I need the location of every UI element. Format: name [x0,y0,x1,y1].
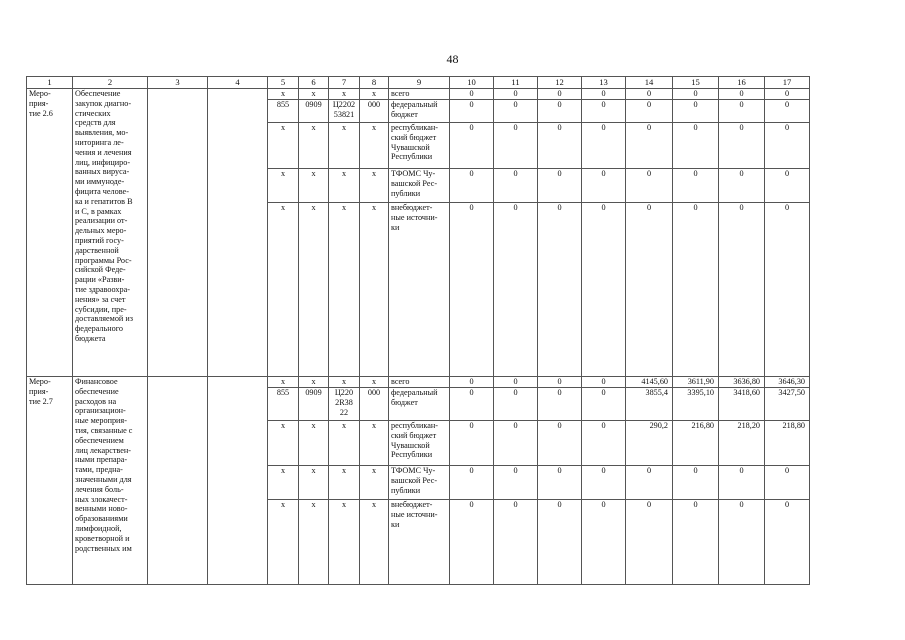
value-cell-11: 0 [494,421,538,466]
value-cell-17: 0 [765,100,810,123]
code-expense-cell: x [360,203,389,377]
value-cell-14: 0 [626,500,673,585]
value-cell-10: 0 [450,169,494,203]
value-cell-11: 0 [494,89,538,100]
header-cell-5: 5 [268,77,299,89]
value-cell-16: 0 [719,100,765,123]
value-cell-16: 3636,80 [719,377,765,388]
code-section-cell: x [299,500,329,585]
value-cell-10: 0 [450,377,494,388]
header-cell-8: 8 [360,77,389,89]
value-cell-17: 3427,50 [765,388,810,421]
value-cell-12: 0 [538,89,582,100]
measure-label: Меро- прия- тие 2.7 [27,377,73,585]
value-cell-16: 0 [719,500,765,585]
code-expense-cell: x [360,123,389,169]
value-cell-13: 0 [582,377,626,388]
value-cell-14: 0 [626,466,673,500]
code-section-cell: x [299,89,329,100]
value-cell-11: 0 [494,500,538,585]
value-cell-13: 0 [582,100,626,123]
header-row [27,77,810,89]
value-cell-14: 0 [626,89,673,100]
value-cell-14: 0 [626,203,673,377]
measure-label: Меро- прия- тие 2.6 [27,89,73,377]
code-section-cell: x [299,466,329,500]
header-cell-9: 9 [389,77,450,89]
value-cell-15: 0 [673,89,719,100]
code-target-cell: x [329,123,360,169]
funding-source-cell: республикан- ский бюджет Чувашской Республики [389,421,450,466]
value-cell-17: 0 [765,169,810,203]
value-cell-13: 0 [582,169,626,203]
funding-source-cell: республикан- ский бюджет Чувашской Республики [389,123,450,169]
value-cell-17: 3646,30 [765,377,810,388]
column-3-cell [148,377,208,585]
code-section-cell: x [299,377,329,388]
measure-description: Финансовое обеспечение расходов на организацион- ные мероприя- тия, связанные с обеспечением лиц лекарствен- ными препара- тами, предна- значенными для лечения боль- ных злокачест- венными ново- образованиями лимфоидной, кроветворной и родственных им [73,377,148,585]
code-section-cell: x [299,169,329,203]
value-cell-12: 0 [538,466,582,500]
value-cell-17: 218,80 [765,421,810,466]
value-cell-11: 0 [494,203,538,377]
value-cell-11: 0 [494,466,538,500]
header-cell-7: 7 [329,77,360,89]
header-cell-2: 2 [73,77,148,89]
funding-source-cell: федеральный бюджет [389,388,450,421]
header-cell-12: 12 [538,77,582,89]
value-cell-14: 0 [626,100,673,123]
value-cell-15: 0 [673,123,719,169]
value-cell-17: 0 [765,123,810,169]
value-cell-10: 0 [450,123,494,169]
value-cell-12: 0 [538,500,582,585]
value-cell-13: 0 [582,388,626,421]
funding-source-cell: внебюджет- ные источни- ки [389,203,450,377]
value-cell-16: 0 [719,89,765,100]
value-cell-17: 0 [765,203,810,377]
header-cell-17: 17 [765,77,810,89]
value-cell-10: 0 [450,203,494,377]
value-cell-16: 0 [719,203,765,377]
column-4-cell [208,89,268,377]
value-cell-14: 0 [626,169,673,203]
value-cell-10: 0 [450,421,494,466]
value-cell-12: 0 [538,169,582,203]
funding-source-cell: всего [389,377,450,388]
code-chapter-cell: 855 [268,100,299,123]
code-target-cell: x [329,169,360,203]
value-cell-11: 0 [494,100,538,123]
code-target-cell: Ц2202 53821 [329,100,360,123]
value-cell-13: 0 [582,500,626,585]
value-cell-16: 3418,60 [719,388,765,421]
value-cell-13: 0 [582,123,626,169]
code-expense-cell: x [360,421,389,466]
funding-source-cell: ТФОМС Чу- вашской Рес- публики [389,466,450,500]
code-target-cell: x [329,377,360,388]
code-section-cell: x [299,123,329,169]
code-chapter-cell: x [268,169,299,203]
value-cell-10: 0 [450,89,494,100]
code-target-cell: x [329,500,360,585]
value-cell-13: 0 [582,421,626,466]
code-chapter-cell: x [268,89,299,100]
value-cell-16: 0 [719,169,765,203]
header-cell-10: 10 [450,77,494,89]
value-cell-11: 0 [494,377,538,388]
code-chapter-cell: x [268,203,299,377]
value-cell-10: 0 [450,500,494,585]
value-cell-12: 0 [538,388,582,421]
code-expense-cell: x [360,377,389,388]
value-cell-17: 0 [765,500,810,585]
value-cell-16: 218,20 [719,421,765,466]
value-cell-15: 0 [673,500,719,585]
code-section-cell: x [299,203,329,377]
code-chapter-cell: x [268,500,299,585]
value-cell-17: 0 [765,466,810,500]
value-cell-15: 0 [673,169,719,203]
measure-description: Обеспечение закупок диагно- стических средств для выявления, мо- ниторинга ле- чения и лечения лиц, инфициро- ванных вируса- ми иммуноде- фицита челове- ка и гепатитов В и С, в рамках реализации от- дельных меро- приятий госу- дарственной программы Рос- сийской Феде- рации «Разви- тие здравоохра- нения» за счет субсидии, пре- доставляемой из федерального бюджета [73,89,148,377]
value-cell-16: 0 [719,123,765,169]
header-cell-3: 3 [148,77,208,89]
funding-source-cell: федеральный бюджет [389,100,450,123]
value-cell-11: 0 [494,169,538,203]
table-row [27,377,810,388]
code-chapter-cell: 855 [268,388,299,421]
code-target-cell: x [329,421,360,466]
value-cell-16: 0 [719,466,765,500]
code-expense-cell: x [360,500,389,585]
code-target-cell: x [329,203,360,377]
code-target-cell: Ц220 2R38 22 [329,388,360,421]
funding-source-cell: всего [389,89,450,100]
code-target-cell: x [329,89,360,100]
value-cell-13: 0 [582,203,626,377]
value-cell-15: 0 [673,466,719,500]
code-chapter-cell: x [268,377,299,388]
value-cell-12: 0 [538,421,582,466]
table-row [27,89,810,100]
value-cell-10: 0 [450,466,494,500]
header-cell-15: 15 [673,77,719,89]
budget-table [26,76,810,585]
value-cell-17: 0 [765,89,810,100]
code-expense-cell: x [360,466,389,500]
value-cell-12: 0 [538,203,582,377]
code-expense-cell: x [360,89,389,100]
header-cell-6: 6 [299,77,329,89]
header-cell-13: 13 [582,77,626,89]
value-cell-13: 0 [582,466,626,500]
column-3-cell [148,89,208,377]
value-cell-14: 4145,60 [626,377,673,388]
value-cell-15: 216,80 [673,421,719,466]
code-section-cell: x [299,421,329,466]
code-chapter-cell: x [268,421,299,466]
value-cell-13: 0 [582,89,626,100]
value-cell-12: 0 [538,100,582,123]
code-expense-cell: x [360,169,389,203]
value-cell-15: 3395,10 [673,388,719,421]
value-cell-10: 0 [450,100,494,123]
value-cell-14: 0 [626,123,673,169]
value-cell-11: 0 [494,388,538,421]
page-number: 48 [446,52,459,66]
value-cell-15: 0 [673,100,719,123]
code-expense-cell: 000 [360,100,389,123]
code-section-cell: 0909 [299,388,329,421]
value-cell-12: 0 [538,377,582,388]
code-chapter-cell: x [268,123,299,169]
value-cell-15: 0 [673,203,719,377]
header-cell-4: 4 [208,77,268,89]
value-cell-12: 0 [538,123,582,169]
code-chapter-cell: x [268,466,299,500]
code-expense-cell: 000 [360,388,389,421]
header-cell-16: 16 [719,77,765,89]
value-cell-14: 290,2 [626,421,673,466]
funding-source-cell: внебюджет- ные источни- ки [389,500,450,585]
code-section-cell: 0909 [299,100,329,123]
code-target-cell: x [329,466,360,500]
value-cell-10: 0 [450,388,494,421]
funding-source-cell: ТФОМС Чу- вашской Рес- публики [389,169,450,203]
value-cell-14: 3855,4 [626,388,673,421]
header-cell-1: 1 [27,77,73,89]
header-cell-14: 14 [626,77,673,89]
column-4-cell [208,377,268,585]
value-cell-15: 3611,90 [673,377,719,388]
header-cell-11: 11 [494,77,538,89]
value-cell-11: 0 [494,123,538,169]
